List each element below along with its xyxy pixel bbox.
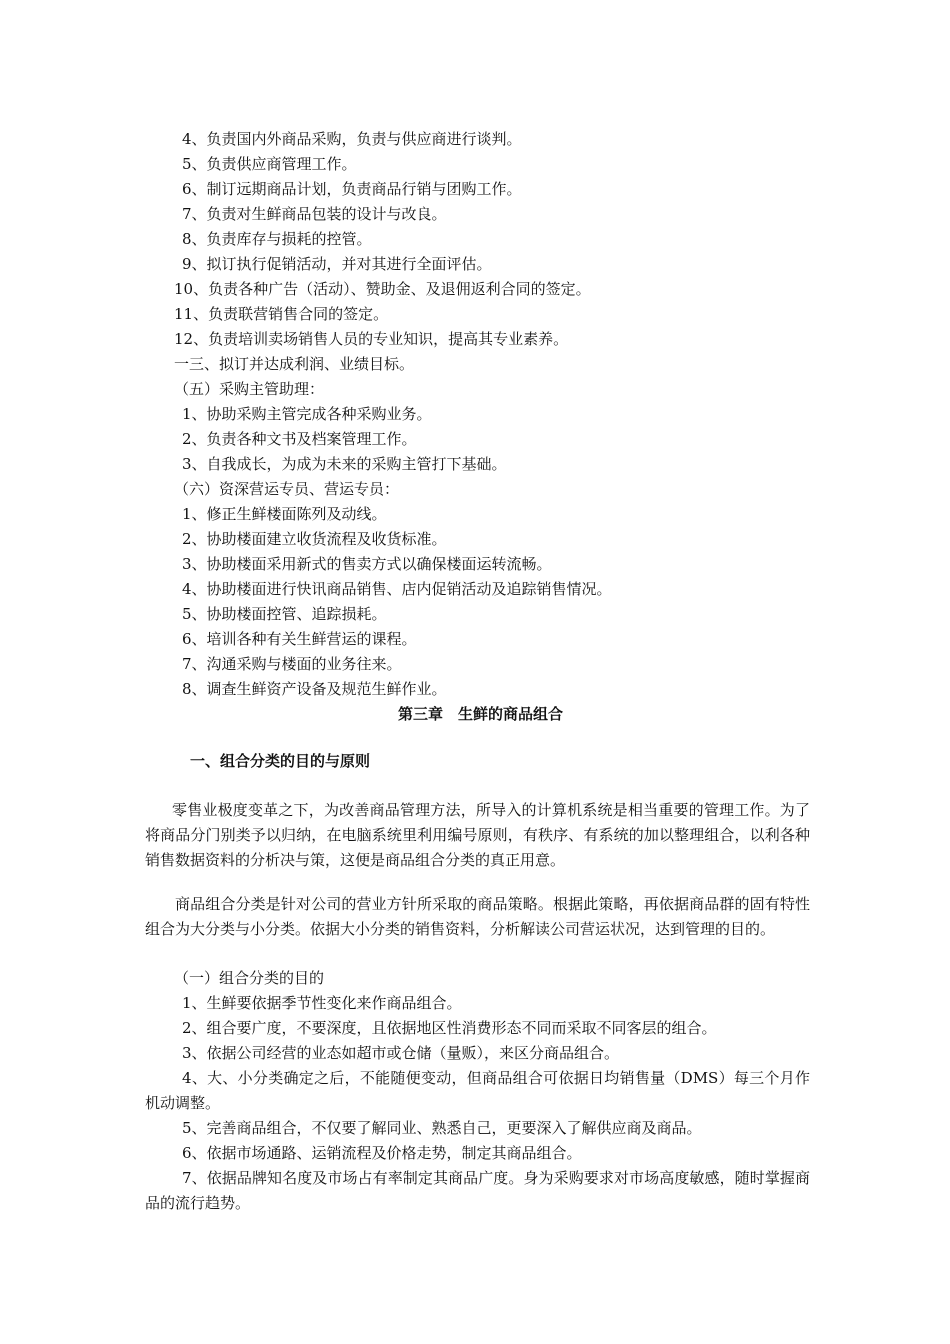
list-item: 3、依据公司经营的业态如超市或仓储（量贩），来区分商品组合。 bbox=[182, 1044, 620, 1062]
list-item: 4、负责国内外商品采购，负责与供应商进行谈判。 bbox=[182, 130, 522, 148]
list-item: 4、协助楼面进行快讯商品销售、店内促销活动及追踪销售情况。 bbox=[182, 580, 612, 598]
section-title: （六）资深营运专员、营运专员： bbox=[174, 480, 400, 498]
list-item: 10、负责各种广告（活动）、赞助金、及退佣返利合同的签定。 bbox=[174, 280, 591, 298]
list-item: 6、培训各种有关生鲜营运的课程。 bbox=[182, 630, 417, 648]
list-item: 7、负责对生鲜商品包装的设计与改良。 bbox=[182, 205, 447, 223]
list-item: 8、调查生鲜资产设备及规范生鲜作业。 bbox=[182, 680, 447, 698]
list-item: 5、完善商品组合，不仅要了解同业、熟悉自己，更要深入了解供应商及商品。 bbox=[182, 1119, 702, 1137]
list-item: 7、沟通采购与楼面的业务往来。 bbox=[182, 655, 402, 673]
list-item: 2、负责各种文书及档案管理工作。 bbox=[182, 430, 417, 448]
list-item: 1、修正生鲜楼面陈列及动线。 bbox=[182, 505, 387, 523]
list-item: 3、自我成长，为成为未来的采购主管打下基础。 bbox=[182, 455, 507, 473]
list-item: 1、协助采购主管完成各种采购业务。 bbox=[182, 405, 432, 423]
list-item: 2、协助楼面建立收货流程及收货标准。 bbox=[182, 530, 447, 548]
list-item: 9、拟订执行促销活动，并对其进行全面评估。 bbox=[182, 255, 492, 273]
list-item: 4、大、小分类确定之后，不能随便变动，但商品组合可依据日均销售量（DMS）每三个月作机动调整。 bbox=[145, 1069, 810, 1112]
paragraph: 零售业极度变革之下，为改善商品管理方法，所导入的计算机系统是相当重要的管理工作。为了将商品分门别类予以归纳，在电脑系统里利用编号原则，有秩序、有系统的加以整理组合，以利各种销售数据资料的分析决与策，这便是商品组合分类的真正用意。 bbox=[145, 801, 810, 869]
list-item: 6、制订远期商品计划，负责商品行销与团购工作。 bbox=[182, 180, 522, 198]
list-item: 1、生鲜要依据季节性变化来作商品组合。 bbox=[182, 994, 462, 1012]
list-item: 11、负责联营销售合同的签定。 bbox=[174, 305, 389, 323]
list-item: 6、依据市场通路、运销流程及价格走势，制定其商品组合。 bbox=[182, 1144, 582, 1162]
list-item: 8、负责库存与损耗的控管。 bbox=[182, 230, 372, 248]
chapter-title: 第三章 生鲜的商品组合 bbox=[398, 705, 564, 723]
list-item: 2、组合要广度，不要深度，且依据地区性消费形态不同而采取不同客层的组合。 bbox=[182, 1019, 717, 1037]
section-heading: 一、组合分类的目的与原则 bbox=[190, 752, 371, 770]
list-item: 5、负责供应商管理工作。 bbox=[182, 155, 357, 173]
list-item: 12、负责培训卖场销售人员的专业知识，提高其专业素养。 bbox=[174, 330, 569, 348]
list-item: 3、协助楼面采用新式的售卖方式以确保楼面运转流畅。 bbox=[182, 555, 552, 573]
section-title: （五）采购主管助理： bbox=[174, 380, 325, 398]
list-item: 7、依据品牌知名度及市场占有率制定其商品广度。身为采购要求对市场高度敏感，随时掌握商品的流行趋势。 bbox=[145, 1169, 810, 1212]
paragraph: 商品组合分类是针对公司的营业方针所采取的商品策略。根据此策略，再依据商品群的固有特性组合为大分类与小分类。依据大小分类的销售资料，分析解读公司营运状况，达到管理的目的。 bbox=[145, 895, 810, 938]
list-item: 一三、拟订并达成利润、业绩目标。 bbox=[174, 355, 415, 373]
list-item: 5、协助楼面控管、追踪损耗。 bbox=[182, 605, 387, 623]
section-title: （一）组合分类的目的 bbox=[174, 969, 325, 987]
